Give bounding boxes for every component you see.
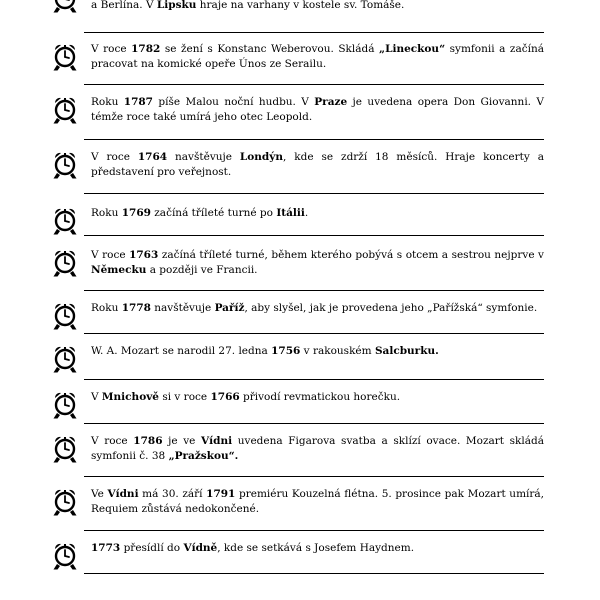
- body-text: hraje na varhany v kostele sv. Tomáše.: [196, 0, 405, 11]
- body-text: V: [91, 391, 102, 403]
- alarm-clock-icon: [52, 95, 78, 125]
- entry-text: [91, 434, 544, 464]
- alarm-clock-icon: [52, 150, 78, 180]
- alarm-clock-icon: [52, 541, 78, 571]
- body-text: Ve: [91, 488, 108, 500]
- divider: [84, 32, 544, 33]
- highlight-text: „Pražskou“.: [168, 450, 239, 462]
- highlight-text: 1763: [129, 249, 159, 261]
- body-text: premiéru Kouzelná flétna. 5. prosince pak Mozart umírá, Requiem zůstává nedokončené.: [91, 488, 544, 515]
- body-text: začíná tříleté turné, během kterého pobývá s otcem a sestrou nejprve v: [158, 249, 544, 261]
- divider: [84, 235, 544, 236]
- divider: [84, 84, 544, 85]
- highlight-text: 1773: [91, 542, 121, 554]
- highlight-text: 1756: [271, 345, 301, 357]
- body-text: V roce: [91, 151, 138, 163]
- body-text: .: [304, 207, 309, 219]
- alarm-clock-icon: [52, 301, 78, 331]
- body-text: přivodí revmatickou horečku.: [239, 391, 401, 403]
- entry-text: [91, 248, 544, 278]
- divider: [84, 573, 544, 574]
- body-text: , aby slyšel, jak je provedena jeho „Pařížská“ symfonie.: [244, 302, 538, 314]
- body-text: V roce: [91, 249, 130, 261]
- body-text: má 30. září: [138, 488, 207, 500]
- entry-text: [91, 541, 544, 556]
- body-text: přesídlí do: [120, 542, 184, 554]
- alarm-clock-icon: [52, 434, 78, 464]
- highlight-text: Mnichově: [101, 391, 159, 403]
- highlight-text: 1769: [121, 207, 151, 219]
- body-text: uvedena Figarova svatba a sklízí ovace. Mozart skládá symfonii č. 38: [91, 435, 544, 462]
- body-text: Roku: [91, 207, 122, 219]
- highlight-text: Vídni: [201, 435, 233, 447]
- body-text: Roku: [91, 302, 122, 314]
- divider: [84, 476, 544, 477]
- body-text: je ve: [162, 435, 202, 447]
- highlight-text: 1766: [210, 391, 240, 403]
- body-text: si v roce: [158, 391, 211, 403]
- body-text: Roku: [91, 96, 124, 108]
- body-text: , kde se setkává s Josefem Haydnem.: [217, 542, 415, 554]
- body-text: a později ve Francii.: [146, 264, 258, 276]
- body-text: V roce: [91, 43, 132, 55]
- body-text: se žení s Konstanc Weberovou. Skládá: [160, 43, 380, 55]
- entry-text: [91, 487, 544, 517]
- highlight-text: 1786: [133, 435, 163, 447]
- entry-text: [91, 344, 544, 359]
- entry-text: [91, 42, 544, 72]
- highlight-text: Praze: [314, 96, 348, 108]
- body-text: navštěvuje: [150, 302, 215, 314]
- highlight-text: Itálii: [276, 207, 305, 219]
- divider: [84, 423, 544, 424]
- alarm-clock-icon: [52, 344, 78, 374]
- divider: [84, 193, 544, 194]
- alarm-clock-icon: [52, 487, 78, 517]
- entry-text: [91, 390, 544, 405]
- body-text: v rakouském: [300, 345, 375, 357]
- highlight-text: „Lineckou“: [379, 43, 446, 55]
- highlight-text: Lipsku: [156, 0, 197, 11]
- highlight-text: Vídně: [183, 542, 218, 554]
- highlight-text: 1791: [206, 488, 236, 500]
- divider: [84, 333, 544, 334]
- highlight-text: 1764: [137, 151, 168, 163]
- alarm-clock-icon: [52, 248, 78, 278]
- highlight-text: Londýn: [239, 151, 284, 163]
- divider: [84, 379, 544, 380]
- highlight-text: 1778: [121, 302, 151, 314]
- body-text: a Berlína. V: [91, 0, 157, 11]
- entry-text: [91, 301, 544, 316]
- alarm-clock-icon: [52, 0, 78, 14]
- highlight-text: Německu: [91, 264, 147, 276]
- highlight-text: Vídni: [107, 488, 139, 500]
- alarm-clock-icon: [52, 206, 78, 236]
- alarm-clock-icon: [52, 390, 78, 420]
- entry-text: [91, 206, 544, 221]
- highlight-text: 1787: [123, 96, 153, 108]
- entry-text: [91, 95, 544, 125]
- entry-text: [91, 150, 544, 180]
- alarm-clock-icon: [52, 42, 78, 72]
- divider: [84, 530, 544, 531]
- body-text: navštěvuje: [167, 151, 240, 163]
- body-text: W. A. Mozart se narodil 27. ledna: [91, 345, 272, 357]
- highlight-text: Paříž: [214, 302, 245, 314]
- highlight-text: Salcburku.: [374, 345, 439, 357]
- entry-text: [91, 0, 544, 13]
- divider: [84, 290, 544, 291]
- body-text: píše Malou noční hudbu. V: [153, 96, 315, 108]
- body-text: začíná tříleté turné po: [150, 207, 277, 219]
- body-text: je uvedena opera Don Giovanni. V témže roce také umírá jeho otec Leopold.: [91, 96, 544, 123]
- body-text: , kde se zdrží 18 měsíců. Hraje koncerty a představení pro veřejnost.: [91, 151, 544, 178]
- divider: [84, 139, 544, 140]
- highlight-text: 1782: [131, 43, 161, 55]
- body-text: symfonii a začíná pracovat na komické opeře Únos ze Serailu.: [91, 43, 544, 70]
- body-text: V roce: [91, 435, 134, 447]
